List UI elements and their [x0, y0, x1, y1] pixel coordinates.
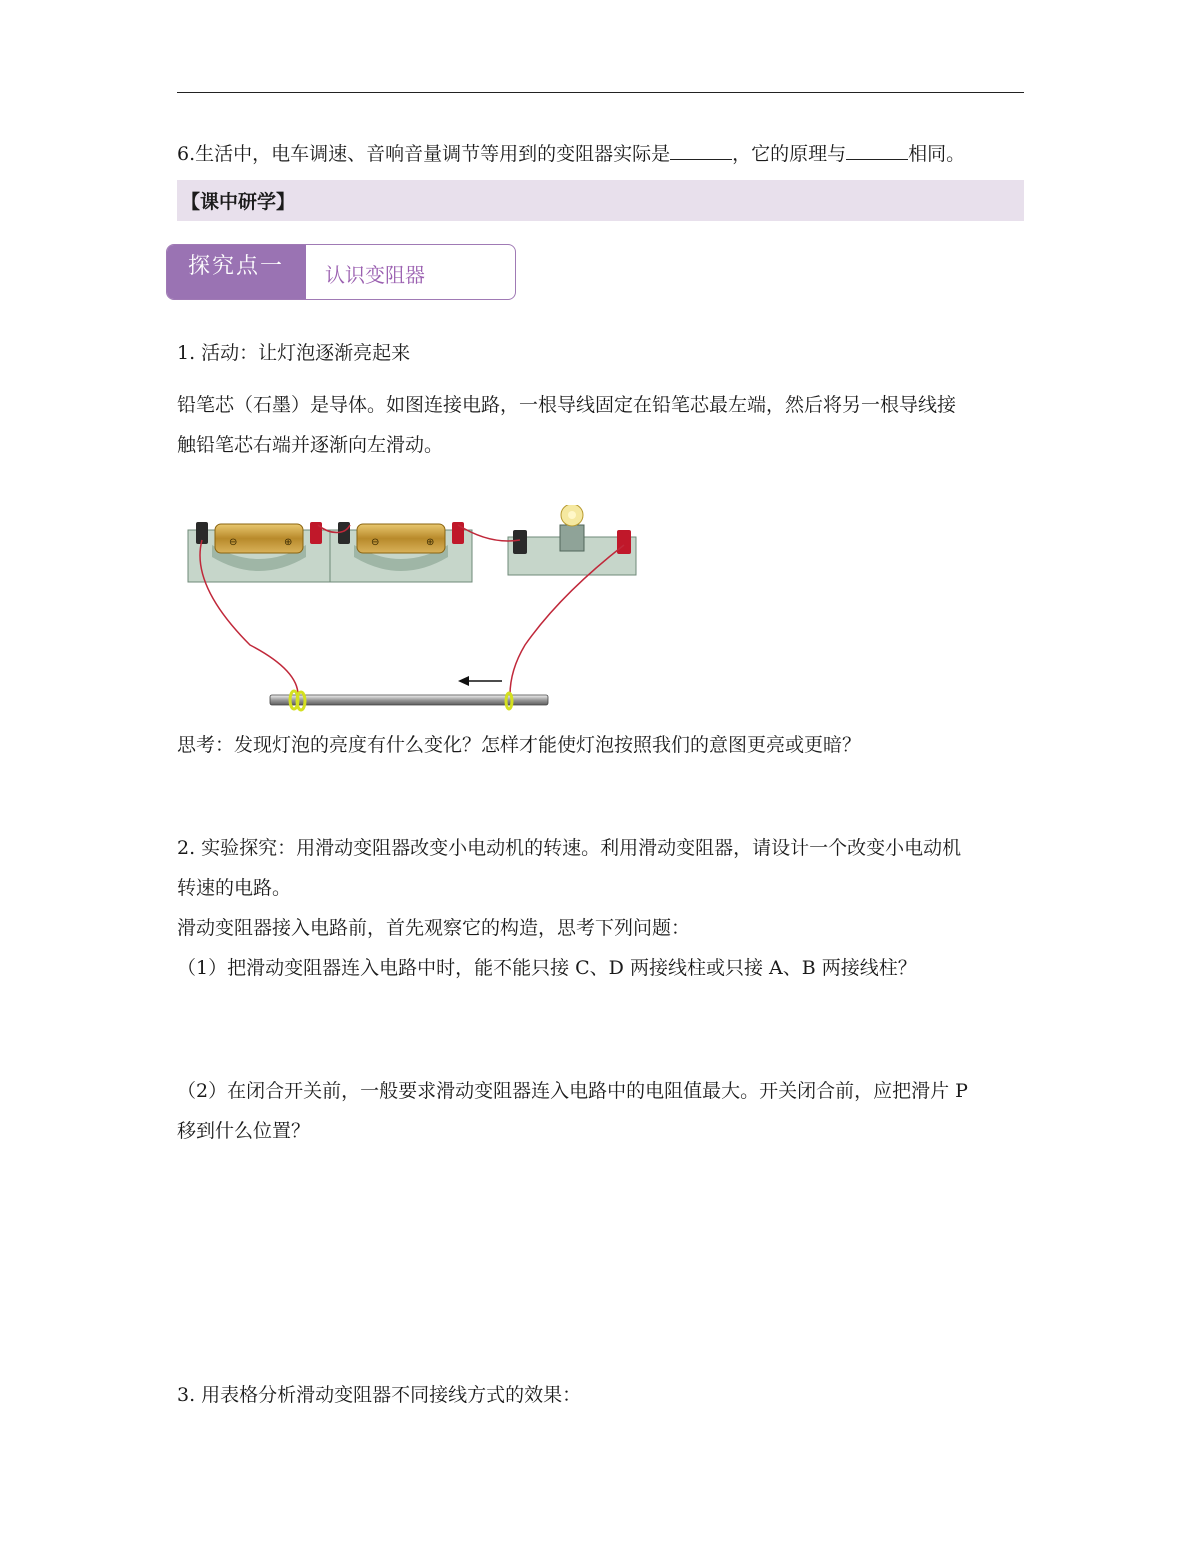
answer-blank-2[interactable] [846, 141, 908, 160]
experiment-line-3: 滑动变阻器接入电路前，首先观察它的构造，思考下列问题： [177, 917, 691, 939]
activity-desc-line-1: 铅笔芯（石墨）是导体。如图连接电路，一根导线固定在铅笔芯最左端，然后将另一根导线接 [177, 394, 957, 416]
table-analysis-heading: 3. 用表格分析滑动变阻器不同接线方式的效果： [177, 1384, 582, 1406]
minus-icon: ⊖ [371, 537, 380, 548]
question-6-text-2: ，它的原理与 [732, 143, 847, 165]
question-6-text-1: 6.生活中，电车调速、音响音量调节等用到的变阻器实际是 [177, 143, 671, 165]
header-rule [177, 92, 1024, 93]
battery-icon [188, 522, 330, 582]
arrow-left-icon [458, 676, 502, 686]
experiment-line-2: 转速的电路。 [177, 877, 292, 899]
answer-blank-1[interactable] [670, 141, 732, 160]
probe-point-banner [166, 244, 516, 300]
experiment-question-1: （1）把滑动变阻器连入电路中时，能不能只接 C、D 两接线柱或只接 A、B 两接线柱？ [177, 957, 917, 979]
activity-desc-line-2: 触铅笔芯右端并逐渐向左滑动。 [177, 434, 444, 456]
experiment-question-2-line-1: （2）在闭合开关前，一般要求滑动变阻器连入电路中的电阻值最大。开关闭合前，应把滑片 P [177, 1080, 968, 1102]
experiment-line-1: 2. 实验探究：用滑动变阻器改变小电动机的转速。利用滑动变阻器，请设计一个改变小电动机 [177, 837, 962, 859]
minus-icon: ⊖ [229, 537, 238, 548]
section-header [177, 180, 1024, 221]
battery-icon [330, 522, 472, 582]
activity-heading: 1. 活动：让灯泡逐渐亮起来 [177, 342, 411, 364]
section-title: 【课中研学】 [181, 191, 296, 213]
plus-icon: ⊕ [426, 537, 435, 548]
plus-icon: ⊕ [284, 537, 293, 548]
probe-tag: 探究点一 [167, 245, 306, 299]
think-question: 思考：发现灯泡的亮度有什么变化？怎样才能使灯泡按照我们的意图更亮或更暗？ [177, 734, 862, 756]
probe-title: 认识变阻器 [325, 263, 425, 287]
circuit-figure [180, 505, 650, 720]
experiment-question-2-line-2: 移到什么位置？ [177, 1120, 311, 1142]
question-6 [177, 141, 965, 167]
question-6-text-3: 相同。 [908, 143, 966, 165]
bulb-icon [508, 505, 636, 575]
